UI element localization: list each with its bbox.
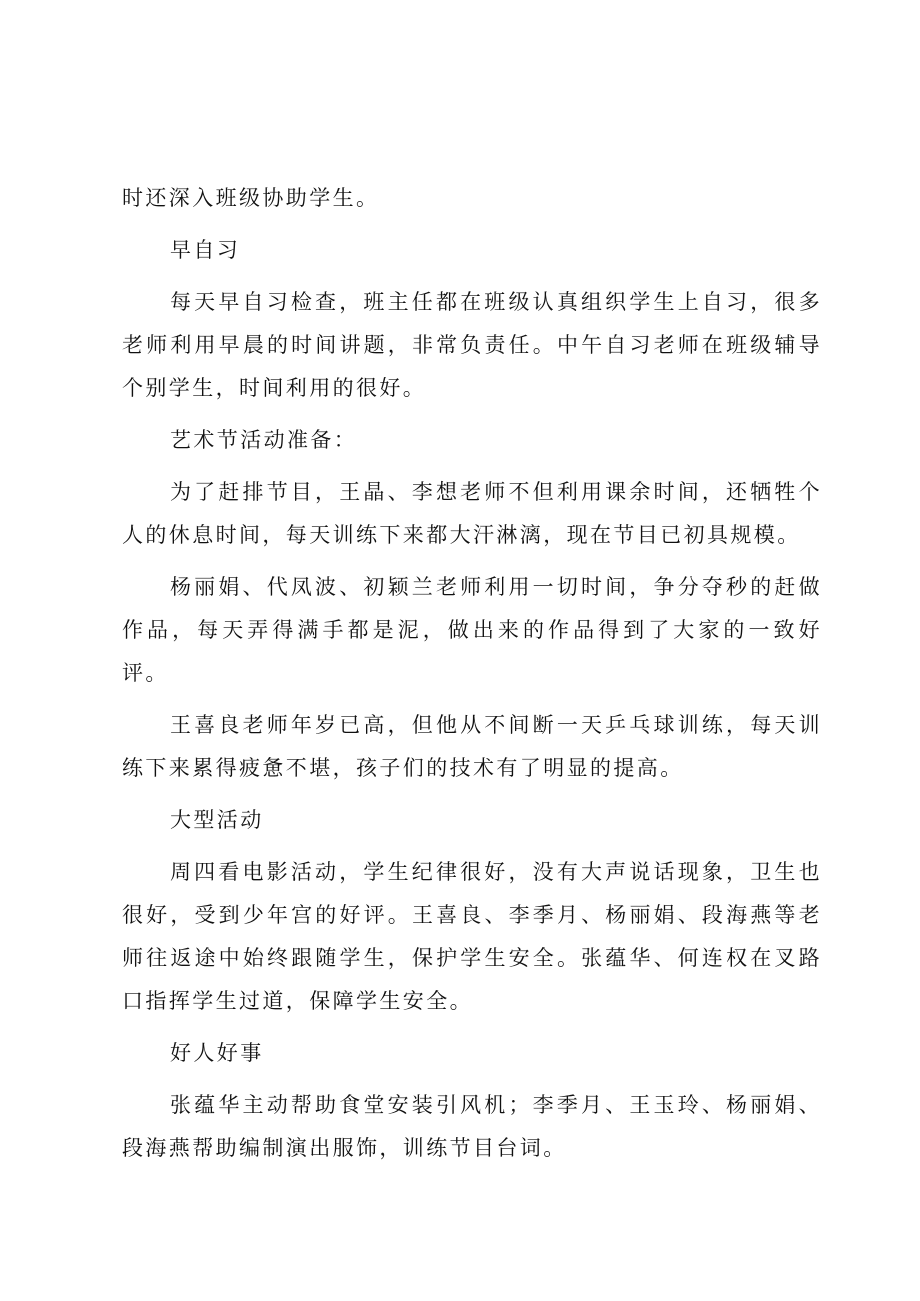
paragraph-continuation: 时还深入班级协助学生。: [122, 186, 380, 210]
section-heading-art-festival: 艺术节活动准备：: [170, 428, 358, 452]
document-body: [122, 177, 822, 1179]
section-heading-good-deeds: 好人好事: [170, 1041, 264, 1065]
paragraph-good-deeds: 张蕴华主动帮助食堂安装引风机；李季月、王玉玲、杨丽娟、段海燕帮助编制演出服饰，训练节目台词。: [122, 1093, 822, 1160]
paragraph-large-activities: 周四看电影活动，学生纪律很好，没有大声说话现象，卫生也很好，受到少年宫的好评。王喜良、李季月、杨丽娟、段海燕等老师往返途中始终跟随学生，保护学生安全。张蕴华、何连权在叉路口指挥学生过道，保障学生安全。: [122, 860, 822, 1013]
paragraph-art-festival-rehearsal: 为了赶排节目，王晶、李想老师不但利用课余时间，还牺牲个人的休息时间，每天训练下来都大汗淋漓，现在节目已初具规模。: [122, 480, 822, 547]
section-heading-morning-study: 早自习: [170, 238, 241, 262]
paragraph-art-festival-pingpong: 王喜良老师年岁已高，但他从不间断一天乒乓球训练，每天训练下来累得疲惫不堪，孩子们的技术有了明显的提高。: [122, 713, 822, 780]
section-heading-large-activities: 大型活动: [170, 808, 264, 832]
paragraph-art-festival-artworks: 杨丽娟、代凤波、初颖兰老师利用一切时间，争分夺秒的赶做作品，每天弄得满手都是泥，做出来的作品得到了大家的一致好评。: [122, 575, 822, 685]
paragraph-morning-study: 每天早自习检查，班主任都在班级认真组织学生上自习，很多老师利用早晨的时间讲题，非常负责任。中午自习老师在班级辅导个别学生，时间利用的很好。: [122, 290, 822, 400]
